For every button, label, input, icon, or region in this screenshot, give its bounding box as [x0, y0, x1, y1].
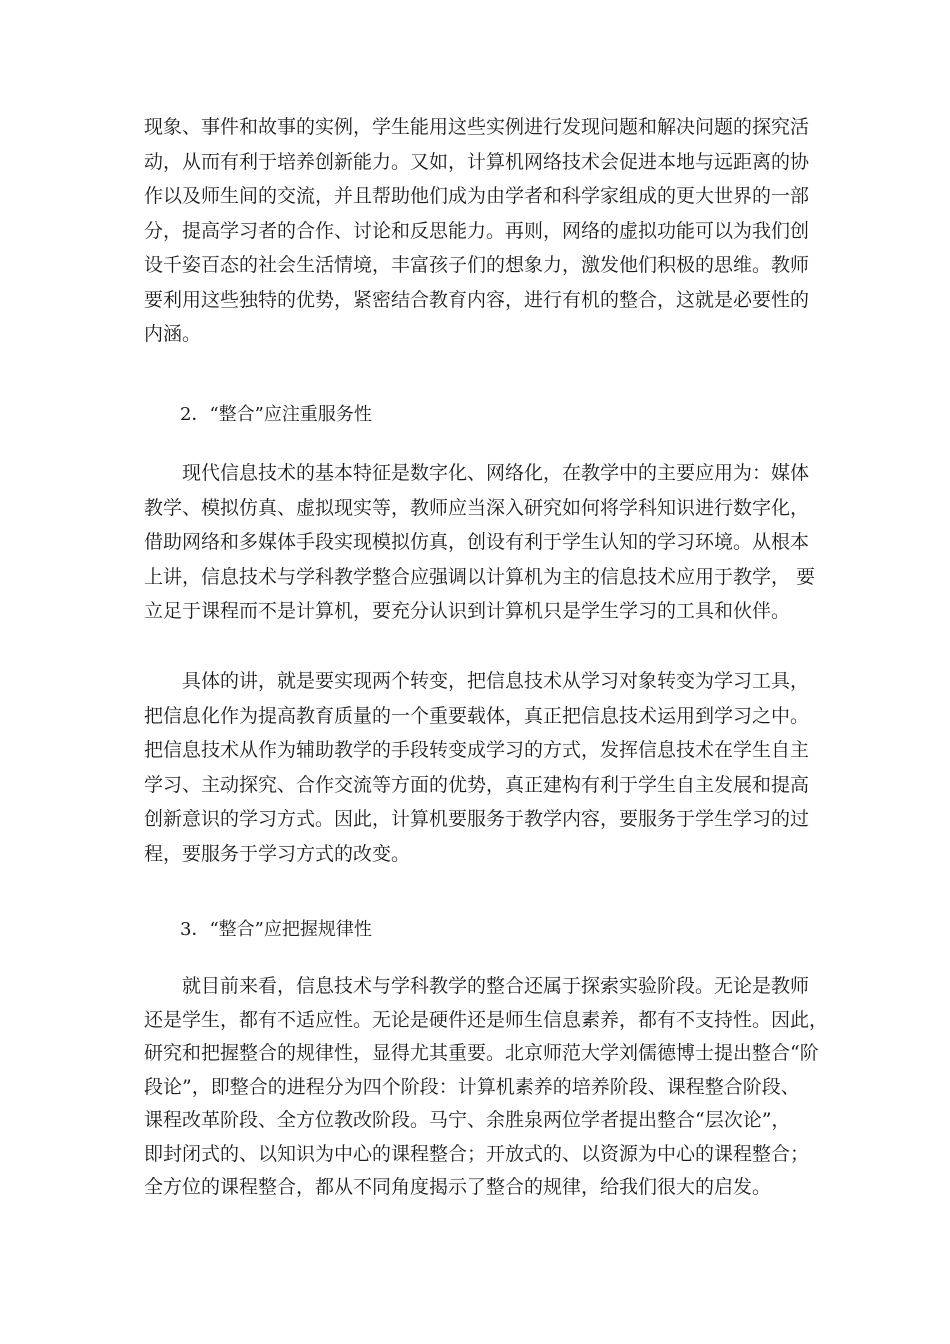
- text-line: 课程改革阶段、全方位教改阶段。马宁、余胜泉两位学者提出整合“层次论”，: [144, 1109, 791, 1131]
- text-line: 就目前来看，信息技术与学科教学的整合还属于探索实验阶段。无论是教师: [182, 975, 810, 997]
- text-line: 动，从而有利于培养创新能力。又如，计算机网络技术会促进本地与远距离的协: [144, 150, 810, 173]
- text-line: 学习、主动探究、合作交流等方面的优势，真正建构有利于学生自主发展和提高: [144, 773, 810, 796]
- section-heading-service: 2．“整合”应注重服务性: [180, 404, 372, 425]
- text-line: 上讲，信息技术与学科教学整合应强调以计算机为主的信息技术应用于教学， 要: [144, 565, 816, 588]
- paragraph-regularity: [144, 970, 829, 1205]
- text-line: 设千姿百态的社会生活情境，丰富孩子们的想象力，激发他们积极的思维。教师: [144, 254, 810, 276]
- text-line: 全方位的课程整合，都从不同角度揭示了整合的规律，给我们很大的启发。: [144, 1176, 772, 1198]
- text-line: 程，要服务于学习方式的改变。: [144, 842, 411, 865]
- text-line: 研究和把握整合的规律性，显得尤其重要。北京师范大学刘儒德博士提出整合“阶: [144, 1042, 819, 1064]
- text-line: 内涵。: [144, 323, 202, 345]
- paragraph-service-detail: [144, 664, 810, 871]
- text-line: 现代信息技术的基本特征是数字化、网络化，在教学中的主要应用为：媒体: [182, 462, 810, 484]
- text-line: 还是学生，都有不适应性。无论是硬件还是师生信息素养，都有不支持性。因此，: [144, 1008, 829, 1031]
- paragraph-necessity-continued: [144, 110, 810, 352]
- text-line: 即封闭式的、以知识为中心的课程整合；开放式的、以资源为中心的课程整合；: [144, 1142, 810, 1165]
- text-line: 把信息技术从作为辅助教学的手段转变成学习的方式，发挥信息技术在学生自主: [144, 739, 810, 761]
- text-line: 分，提高学习者的合作、讨论和反思能力。再则，网络的虚拟功能可以为我们创: [144, 219, 810, 242]
- text-line: 要利用这些独特的优势，紧密结合教育内容，进行有机的整合，这就是必要性的: [144, 288, 810, 311]
- text-line: 教学、模拟仿真、虚拟现实等，教师应当深入研究如何将学科知识进行数字化，: [144, 496, 810, 519]
- text-line: 创新意识的学习方式。因此，计算机要服务于教学内容，要服务于学生学习的过: [144, 808, 810, 830]
- section-heading-regularity: 3．“整合”应把握规律性: [180, 919, 372, 940]
- paragraph-service-intro: [144, 456, 816, 629]
- text-line: 现象、事件和故事的实例，学生能用这些实例进行发现问题和解决问题的探究活: [144, 116, 810, 138]
- text-line: 作以及师生间的交流，并且帮助他们成为由学者和科学家组成的更大世界的一部: [144, 185, 810, 207]
- text-line: 立足于课程而不是计算机，要充分认识到计算机只是学生学习的工具和伙伴。: [144, 600, 791, 622]
- text-line: 具体的讲，就是要实现两个转变，把信息技术从学习对象转变为学习工具，: [182, 670, 810, 692]
- text-line: 把信息化作为提高教育质量的一个重要载体，真正把信息技术运用到学习之中。: [144, 704, 810, 727]
- text-line: 段论”，即整合的进程分为四个阶段：计算机素养的培养阶段、课程整合阶段、: [144, 1075, 800, 1098]
- text-line: 借助网络和多媒体手段实现模拟仿真，创设有利于学生认知的学习环境。从根本: [144, 531, 810, 553]
